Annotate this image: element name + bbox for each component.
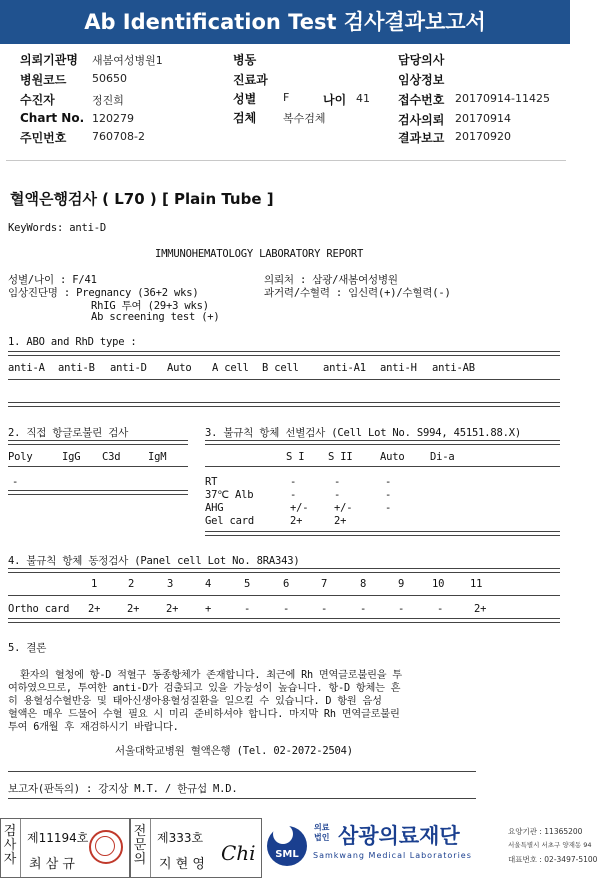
s3-cell: - [290, 489, 297, 501]
header-label: 병원코드 [20, 73, 67, 87]
rule [8, 402, 560, 407]
s4-value: 2+ [474, 603, 487, 615]
conclusion-line: 환자의 혈청에 항-D 적혈구 동종항체가 존재합니다. 최근에 Rh 면역글로불린을 투 [20, 670, 402, 681]
s4-value: - [437, 603, 444, 615]
s3-cell: - [385, 476, 392, 488]
header-value: F [283, 91, 290, 104]
s4-value: - [398, 603, 405, 615]
specialist-vlabel: 전문의 [133, 824, 147, 867]
header-label: 진료과 [233, 73, 268, 87]
s4-header: 6 [283, 578, 290, 590]
s3-cell: +/- [290, 502, 309, 514]
requester: 의뢰처 : 삼광/새봄여성병원 [264, 274, 398, 286]
s4-value: 2+ [88, 603, 101, 615]
s4-value: + [205, 603, 212, 615]
seal-inner-icon [95, 836, 115, 856]
s3-header: Di-a [430, 451, 455, 463]
header-value: 새봄여성병원1 [92, 54, 163, 67]
s2-header: IgM [148, 451, 167, 463]
rule [205, 440, 560, 445]
header-value: 20170920 [455, 130, 511, 143]
lab-title: IMMUNOHEMATOLOGY LABORATORY REPORT [155, 248, 364, 260]
s4-header: 10 [432, 578, 445, 590]
header-label: 수진자 [20, 93, 55, 107]
specialist-name: 지 현 영 [159, 857, 205, 872]
header-label: 주민번호 [20, 131, 67, 145]
s1-header: B cell [262, 362, 299, 374]
s1-header: anti-H [380, 362, 417, 374]
s2-header: IgG [62, 451, 81, 463]
s3-title: 3. 불규칙 항체 선별검사 (Cell Lot No. S994, 45151.88.X) [205, 427, 521, 439]
logo-small: 의료법인 [314, 823, 330, 842]
age-value: 41 [356, 92, 370, 105]
s5-title: 5. 결론 [8, 642, 47, 654]
report-title: Ab Identification Test 검사결과보고서 [0, 0, 570, 44]
rule [8, 466, 188, 467]
header-label: 의뢰기관명 [20, 53, 78, 67]
footer-info-1: 요양기관 : 11365200 [508, 827, 583, 836]
s4-row-label: Ortho card [8, 603, 70, 615]
diagnosis-1: 임상진단명 : Pregnancy (36+2 wks) [8, 287, 199, 299]
s1-header: anti-A1 [323, 362, 366, 374]
rule [8, 440, 188, 445]
conclusion-line: 히 용혈성수혈반응 및 태아신생아용혈성질환을 일으킬 수 있습니다. D 항원 음성 [8, 696, 382, 707]
footer-info-2: 서울특별시 서초구 양재동 94 [508, 841, 592, 849]
keywords: KeyWords: anti-D [8, 222, 106, 234]
s3-phase: AHG [205, 502, 224, 514]
s2-title: 2. 직접 항글로불린 검사 [8, 427, 129, 439]
header-label: 결과보고 [398, 131, 445, 145]
s3-cell: - [334, 489, 341, 501]
s1-header: anti-A [8, 362, 45, 374]
specialist-no: 제333호 [157, 831, 204, 845]
age-label: 나이 [323, 93, 347, 107]
s4-title: 4. 불규칙 항체 동정검사 (Panel cell Lot No. 8RA343) [8, 555, 300, 567]
s1-header: anti-AB [432, 362, 475, 374]
header-value: 50650 [92, 72, 127, 85]
s2-value: - [12, 476, 19, 488]
conclusion-line: 여하였으므로, 투여한 anti-D가 검출되고 있을 가능성이 높습니다. 항-D 항체는 흔 [8, 683, 401, 694]
s3-cell: +/- [334, 502, 353, 514]
s3-cell: - [385, 489, 392, 501]
s3-cell: - [334, 476, 341, 488]
diagnosis-3: Ab screening test (+) [91, 311, 220, 323]
logo-en: Samkwang Medical Laboratories [313, 851, 472, 860]
rule [8, 351, 560, 356]
header-label: 검사의뢰 [398, 113, 445, 127]
s3-cell: - [290, 476, 297, 488]
rule [8, 618, 560, 623]
s3-phase: Gel card [205, 515, 254, 527]
s1-header: Auto [167, 362, 192, 374]
s4-header: 1 [91, 578, 98, 590]
s4-value: 2+ [127, 603, 140, 615]
reporter: 보고자(판독의) : 강지상 M.T. / 한규섭 M.D. [8, 783, 238, 795]
sex-age: 성별/나이 : F/41 [8, 274, 97, 286]
diagnosis-2: RhIG 투여 (29+3 wks) [91, 300, 209, 312]
header-label: 접수번호 [398, 93, 445, 107]
s4-value: - [360, 603, 367, 615]
logo-badge-icon: SML [267, 826, 307, 866]
s4-header: 4 [205, 578, 212, 590]
s3-header: S II [328, 451, 353, 463]
logo-name: 삼광의료재단 [338, 824, 460, 848]
s3-cell: 2+ [334, 515, 347, 527]
s4-value: - [283, 603, 290, 615]
header-label: 병동 [233, 53, 257, 67]
s2-header: Poly [8, 451, 33, 463]
signature: Chi [221, 841, 256, 865]
s4-header: 3 [167, 578, 174, 590]
s4-header: 8 [360, 578, 367, 590]
s3-phase: RT [205, 476, 218, 488]
s2-header: C3d [102, 451, 121, 463]
specialist-box [130, 818, 262, 878]
s4-header: 9 [398, 578, 405, 590]
rule [8, 568, 560, 573]
header-label: 임상정보 [398, 73, 445, 87]
conclusion-line: 혈액은 매우 드물어 수혈 필요 시 미리 준비하셔야 합니다. 마지막 Rh 면역글로불린 [8, 709, 400, 720]
s3-cell: - [385, 502, 392, 514]
s3-header: S I [286, 451, 305, 463]
s4-header: 11 [470, 578, 483, 590]
rule [8, 490, 188, 495]
s4-value: - [244, 603, 251, 615]
header-label: 담당의사 [398, 53, 445, 67]
rule [205, 466, 560, 467]
s4-value: - [321, 603, 328, 615]
header-label: 성별 [233, 92, 257, 106]
header-label: Chart No. [20, 111, 85, 125]
rule [8, 798, 476, 799]
s4-header: 7 [321, 578, 328, 590]
s3-phase: 37℃ Alb [205, 489, 254, 501]
inspector-no: 제11194호 [27, 831, 89, 845]
s1-header: anti-B [58, 362, 95, 374]
s4-header: 2 [128, 578, 135, 590]
inspector-vlabel: 검사자 [3, 824, 17, 867]
footer-info-3: 대표번호 : 02-3497-5100 [508, 855, 597, 864]
s4-value: 2+ [166, 603, 179, 615]
header-value: 760708-2 [92, 130, 145, 143]
inspector-name: 최 삼 규 [29, 857, 75, 872]
s1-header: A cell [212, 362, 249, 374]
header-value: 20170914 [455, 112, 511, 125]
rule [8, 771, 476, 772]
logo-mark [273, 824, 293, 844]
history: 과거력/수혈력 : 임신력(+)/수혈력(-) [264, 287, 451, 299]
header-value: 20170914-11425 [455, 92, 550, 105]
header-value: 복수검체 [283, 112, 326, 125]
s3-header: Auto [380, 451, 405, 463]
rule [8, 595, 560, 596]
divider [6, 160, 566, 161]
rule [205, 531, 560, 536]
conclusion-line: 투여 6개월 후 재검하시기 바랍니다. [8, 722, 179, 733]
section-title: 혈액은행검사 ( L70 ) [ Plain Tube ] [10, 190, 274, 208]
s1-header: anti-D [110, 362, 147, 374]
inspector-box [0, 818, 130, 878]
bloodbank: 서울대학교병원 혈액은행 (Tel. 02-2072-2504) [115, 745, 353, 757]
s1-title: 1. ABO and RhD type : [8, 336, 137, 348]
header-label: 검체 [233, 111, 257, 125]
rule [8, 379, 560, 380]
header-value: 정진희 [92, 94, 124, 107]
header-value: 120279 [92, 112, 134, 125]
s4-header: 5 [244, 578, 251, 590]
s3-cell: 2+ [290, 515, 303, 527]
